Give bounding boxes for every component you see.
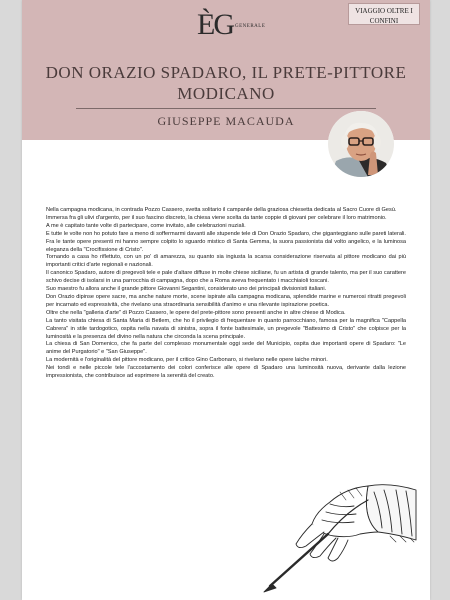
author-photo [328, 111, 394, 177]
hand-writing-with-quill-icon [250, 478, 418, 596]
article-title: DON ORAZIO SPADARO, IL PRETE-PITTORE MODICANO [45, 63, 407, 103]
title-divider [76, 108, 376, 109]
paragraph: Fra le tante opere presenti mi hanno sempre colpito lo sguardo mistico di Santa Gemma, la suora passionista dal volto angelico, e la luminosa eleganza della "Crocifissione di Cristo". [46, 238, 406, 253]
paragraph: Tornando a casa ho riflettuto, con un po' di amarezza, su quanto sia ingiusta la scarsa considerazione riservata al pittore modicano dai più importanti critici d'arte regionali e nazionali. [46, 254, 406, 269]
logo-monogram: ÈG [197, 8, 233, 41]
paragraph: Don Orazio dipinse opere sacre, ma anche nature morte, scene ispirate alla campagna modicana, splendide marine e numerosi ritratti pregevoli per incarnato ed espressività, che rivelano una straordinaria sensibilità d'animo e una rilevante ispirazione poetica. [46, 293, 406, 308]
paragraph: Immersa fra gli ulivi d'argento, per il suo fascino discreto, la chiesa viene scelta da tante coppie di giovani per celebrare il loro matrimonio. [46, 214, 387, 221]
article-body [46, 207, 406, 381]
paragraph: Oltre che nella "galleria d'arte" di Pozzo Cassero, le opere del prete-pittore sono presenti anche in altre chiese di Modica. [46, 309, 346, 316]
paragraph: Il canonico Spadaro, autore di pregevoli tele e pale d'altare diffuse in molte chiese siciliane, fu un artista di grande talento, ma per il suo carattere schivo decise di isolarsi in una parrocchia di campagna, dopo che a Roma aveva frequentato i macchiaioli toscani. [46, 270, 406, 285]
paragraph: La tanto visitata chiesa di Santa Maria di Betlem, che ho il privilegio di frequentare in quanto parrocchiano, famosa per la magnifica "Cappella Cabrera" in stile tardogotico, ospita nella navata di sinistra, sopra il fonte battesimale, un pregevole "Battesimo di Cristo" che colpisce per la luminosità e la presenza del divino nella natura che circonda la scena principale. [46, 317, 406, 340]
magazine-page [22, 0, 430, 600]
paragraph: Nei tondi e nelle piccole tele l'accostamento dei colori conferisce alle opere di Spadaro una luminosità nuova, derivante dalla lezione impressionista, che contribuisce ad esprimere la serenità del creato. [46, 365, 406, 380]
magazine-logo [197, 8, 267, 48]
paragraph: La modernità e l'originalità del pittore modicano, per il critico Gino Carbonaro, si rivelano nelle opere laiche minori. [46, 357, 328, 364]
article-author: GIUSEPPE MACAUDA [157, 114, 295, 128]
paragraph: A me è capitato tante volte di partecipare, come invitato, alle celebrazioni nuziali. [46, 222, 246, 229]
section-badge: VIAGGIO OLTRE I CONFINI [348, 3, 420, 25]
logo-wordmark: GENERALE [235, 24, 266, 29]
paragraph: E tutte le volte non ho potuto fare a meno di soffermarmi davanti alle stupende tele di Don Orazio Spadaro, che giganteggiano sulle pareti laterali. [46, 230, 406, 237]
paragraph: La chiesa di San Domenico, che fa parte del complesso monumentale oggi sede del Municipio, ospita due importanti opere di Spadaro: "Le anime del Purgatorio" e "San Giuseppe". [46, 341, 406, 356]
paragraph: Suo maestro fu allora anche il grande pittore Giovanni Segantini, considerato uno dei principali divisionisti italiani. [46, 286, 327, 293]
paragraph: Nella campagna modicana, in contrada Pozzo Cassero, svetta solitario il campanile della graziosa chiesetta dedicata al Sacro Cuore di Gesù. [46, 207, 397, 213]
